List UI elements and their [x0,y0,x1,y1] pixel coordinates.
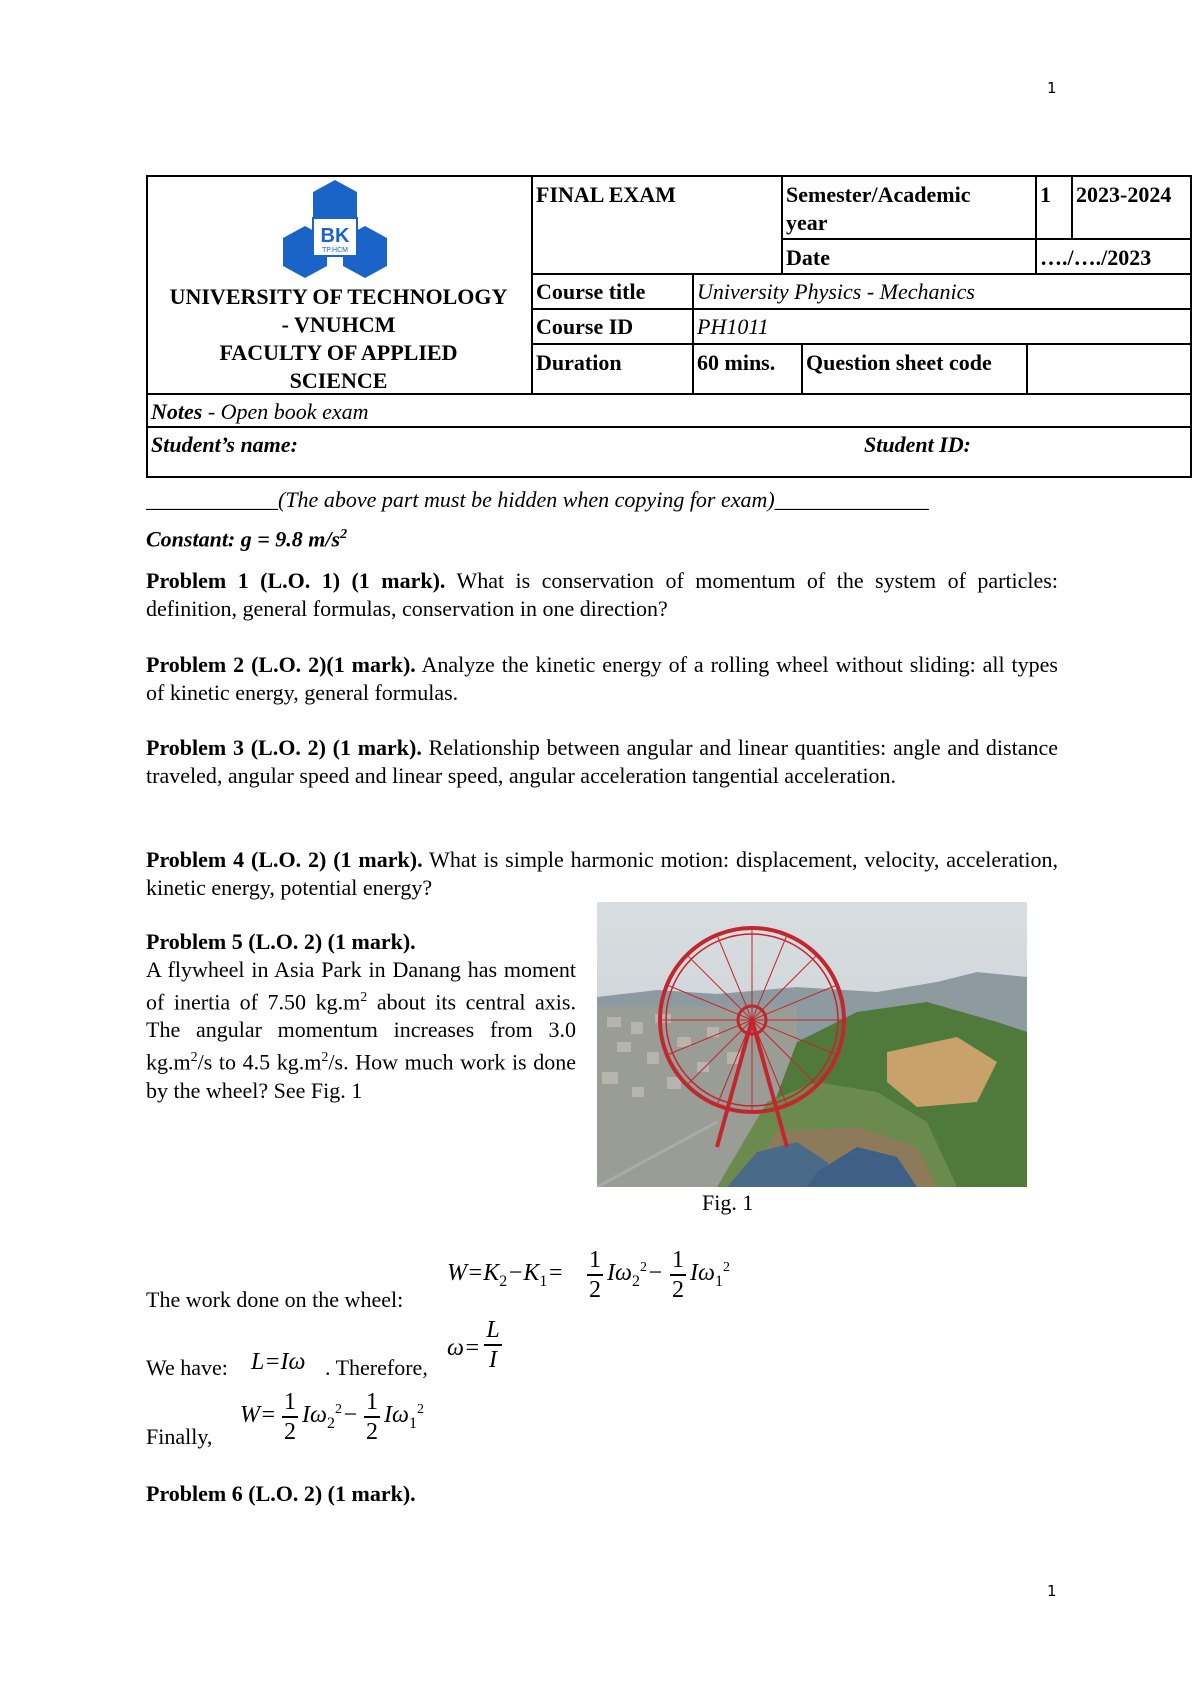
semester-value: 1 [1040,182,1051,207]
date-label: Date [786,245,830,270]
faculty-name-line2: SCIENCE [289,368,388,393]
figure-caption: Fig. 1 [702,1190,754,1215]
problem-4: Problem 4 (L.O. 2) (1 mark). What is simple harmonic motion: displacement, velocity, acceleration, kinetic energy, potential energy? [146,847,1058,900]
notes-label: Notes [151,399,203,424]
faculty-name-line1: FACULTY OF APPLIED [219,340,458,365]
exam-header-table [146,175,1192,478]
problem-3: Problem 3 (L.O. 2) (1 mark). Relationship between angular and linear quantities: angle and distance traveled, angular speed and linear speed, angular acceleration tangential acceleration. [146,735,1058,788]
course-title-label: Course title [536,279,646,304]
page-number-top: 1 [1047,79,1057,97]
we-have-label: We have: [146,1355,228,1380]
student-name-label: Student’s name: [151,432,298,457]
student-id-label: Student ID: [864,432,971,457]
course-id-value: PH1011 [697,314,769,339]
hidden-note-line: ____________(The above part must be hidden when copying for exam)______________ [146,487,929,512]
duration-label: Duration [536,350,622,375]
logo-subtext: TP.HCM [322,247,348,254]
course-title-value: University Physics - Mechanics [697,279,975,304]
duration-value: 60 mins. [697,350,776,375]
logo-text: BK [320,225,350,247]
problem-2: Problem 2 (L.O. 2)(1 mark). Analyze the kinetic energy of a rolling wheel without sliding: all types of kinetic energy, general formulas. [146,652,1058,705]
work-label: The work done on the wheel: [146,1287,404,1312]
university-name-line1: UNIVERSITY OF TECHNOLOGY [169,284,508,309]
finally-label: Finally, [146,1424,213,1449]
momentum-equation: L=Iω [251,1349,306,1375]
problem-5: Problem 5 (L.O. 2) (1 mark). A flywheel in Asia Park in Danang has moment of inertia of 7.50 $kg.m^2$ about its central axis. The angular momentum increases from 3.0 $kg.m^2/s$ to 4.5 $kg.m^2/s$. How much work is done by the wheel? See Fig. 1 [146,929,576,1103]
university-name-line2: - VNUHCM [281,312,396,337]
university-logo [283,180,387,280]
constant-line: Constant: g = 9.8 $m/s^2$ [146,526,348,552]
semester-label: Semester/Academic year [786,182,971,235]
question-code-label: Question sheet code [806,350,992,375]
date-value: …./…./2023 [1040,245,1152,270]
academic-year: 2023-2024 [1076,182,1172,207]
ferris-wheel-photo [597,902,1027,1187]
hidden-note: (The above part must be hidden when copying for exam) [278,487,775,512]
university-block [146,283,531,395]
problem-1: Problem 1 (L.O. 1) (1 mark). What is conservation of momentum of the system of particles: definition, general formulas, conservation in one direction? [146,568,1058,621]
therefore-label: . Therefore, [325,1355,428,1380]
problem-6-heading: Problem 6 (L.O. 2) (1 mark). [146,1481,416,1506]
exam-title: FINAL EXAM [536,182,676,207]
page-number-bottom: 1 [1047,1582,1057,1600]
notes-row [148,396,372,428]
notes-value: - Open book exam [202,399,369,424]
course-id-label: Course ID [536,314,634,339]
